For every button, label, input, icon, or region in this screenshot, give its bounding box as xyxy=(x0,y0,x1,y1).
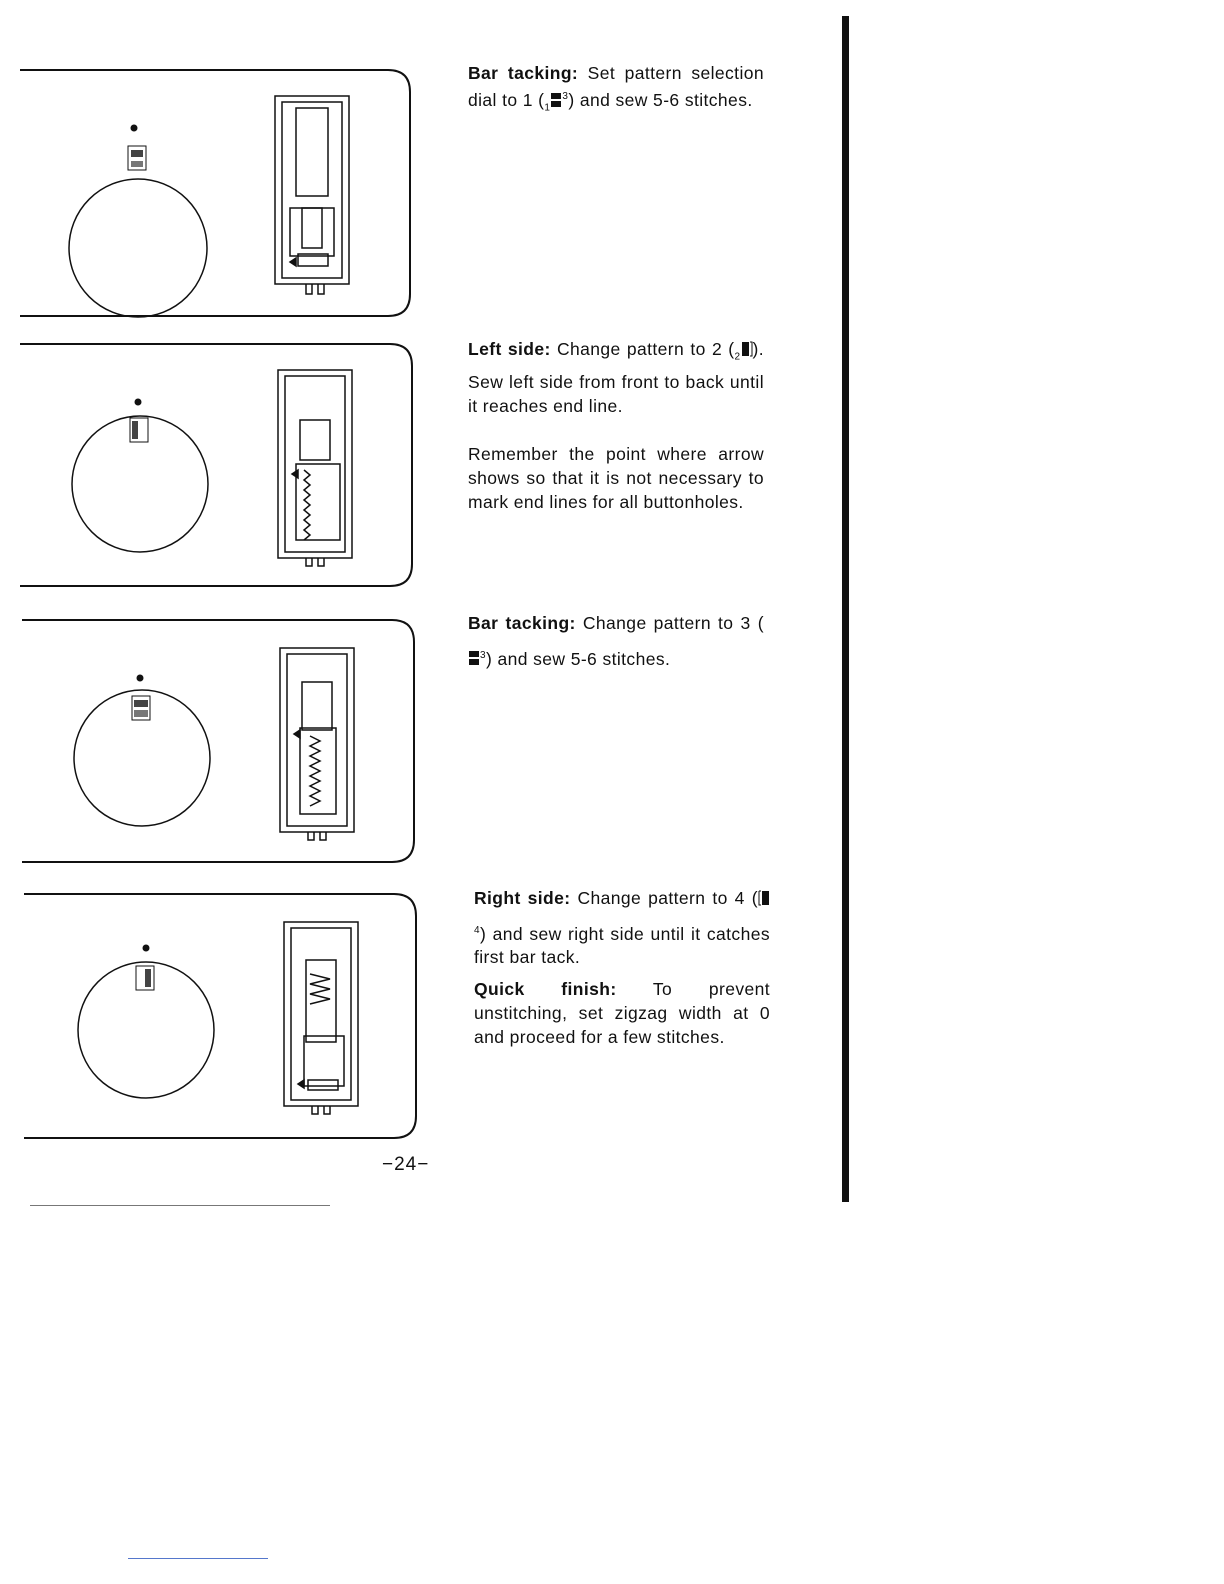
presser-foot xyxy=(284,922,358,1114)
step-text-start: Set pattern selection dial to 1 ( xyxy=(468,63,764,110)
bar-tack-pattern-icon xyxy=(550,92,562,108)
illustration-panel-1 xyxy=(0,58,440,323)
pattern-superscript: 3 xyxy=(562,91,569,102)
step-paragraph xyxy=(468,61,764,120)
presser-foot xyxy=(278,370,352,566)
illustration-panel-4 xyxy=(0,884,440,1149)
pattern-dial xyxy=(69,179,207,317)
right-side-pattern-icon xyxy=(758,890,770,906)
bar-tack-pattern-icon xyxy=(468,650,480,666)
pattern-superscript: 3 xyxy=(480,649,486,661)
instruction-step-4 xyxy=(474,886,770,1049)
step-title: Left side: xyxy=(468,339,551,359)
bar-tack-illustration xyxy=(0,610,440,875)
dial-number: 2 xyxy=(734,351,741,363)
instruction-step-1 xyxy=(468,61,764,120)
step-paragraph xyxy=(468,337,764,418)
step-text-start: Change pattern to 4 ( xyxy=(577,888,758,908)
binding-edge-bar xyxy=(842,16,849,1202)
left-side-pattern-icon xyxy=(741,341,753,357)
bottom-mark-line xyxy=(128,1558,268,1559)
presser-foot xyxy=(280,648,354,840)
step-title: Bar tacking: xyxy=(468,613,576,633)
quick-finish-text: To prevent unstitching, set zigzag width at 0 and proceed for a few stitches. xyxy=(474,979,771,1048)
step-paragraph xyxy=(474,886,770,969)
dial-indicator-dot xyxy=(131,125,138,132)
step-title: Bar tacking: xyxy=(468,63,579,83)
dial-indicator-dot xyxy=(135,399,142,406)
dial-number: 1 xyxy=(544,102,551,114)
step-paragraph xyxy=(468,611,764,670)
step-text-end: ). Sew left side from front to back until it reaches end line. xyxy=(468,339,764,416)
pattern-superscript: 4 xyxy=(474,924,480,936)
illustration-panel-2 xyxy=(0,334,440,599)
left-side-illustration xyxy=(0,334,440,599)
instruction-step-3 xyxy=(468,611,764,670)
step-text-end: ) and sew 5-6 stitches. xyxy=(568,89,753,110)
page-number: −24− xyxy=(382,1154,430,1175)
step-title: Right side: xyxy=(474,888,571,908)
quick-finish-title: Quick finish: xyxy=(474,979,617,1000)
presser-foot xyxy=(275,96,349,294)
step-text-start: Change pattern to 3 ( xyxy=(582,613,764,633)
step-note: Remember the point where arrow shows so that it is not necessary to mark end lines for all buttonholes. xyxy=(468,443,764,512)
dial-indicator-dot xyxy=(143,945,150,952)
dial-indicator-dot xyxy=(137,675,144,682)
instruction-step-2 xyxy=(468,337,764,514)
step-text-end: ) and sew 5-6 stitches. xyxy=(485,648,671,669)
step-text-end: ) and sew right side until it catches first bar tack. xyxy=(474,923,770,968)
bottom-rule xyxy=(30,1205,330,1206)
illustration-panel-3 xyxy=(0,610,440,875)
right-side-illustration xyxy=(0,884,440,1149)
step-text-start: Change pattern to 2 ( xyxy=(556,339,735,359)
quick-finish-paragraph xyxy=(474,977,770,1049)
bar-tack-illustration xyxy=(0,58,440,323)
